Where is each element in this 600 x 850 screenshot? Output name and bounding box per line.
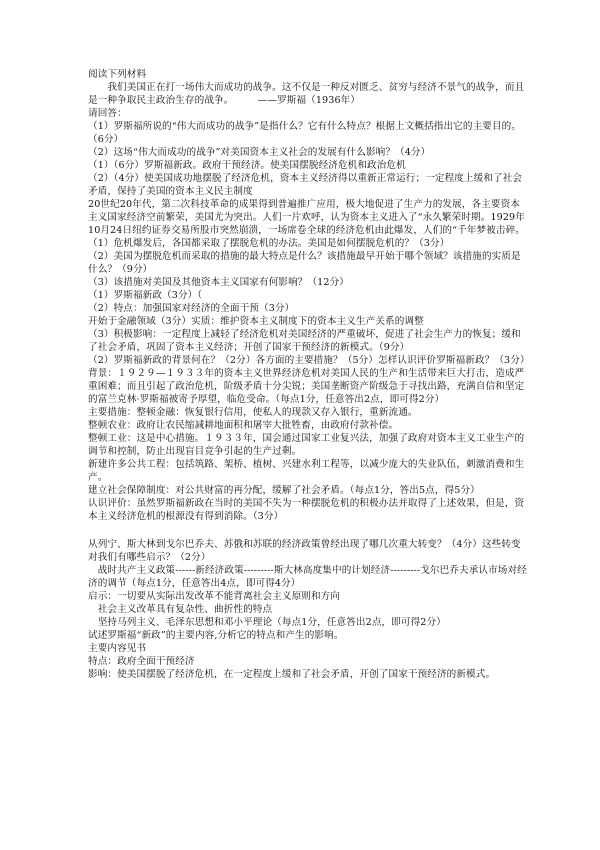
question-item: （2）罗斯福新政的背景何在？（2分）各方面的主要措施？（5分）怎样认识评价罗斯福新政？（3分） [88, 355, 530, 366]
answer-evaluation: 认识评价：虽然罗斯福新政在当时的美国不失为一种摆脱危机的积极办法并取得了上述效果，但是，资本主义经济危机的根源没有得到消除。（3分） [88, 498, 525, 522]
question-item: 试述罗斯福“新政”的主要内容,分析它的特点和产生的影响。 [88, 630, 344, 641]
question-prompt: 请回答： [88, 108, 127, 119]
question-1: （1）罗斯福所说的“伟大而成功的战争”是指什么？它有什么特点？根据上文概括指出它的主要目的。（6分） [88, 121, 522, 145]
section-heading: 阅读下列材料 [88, 69, 147, 80]
answer-item: （3）积极影响：一定程度上减轻了经济危机对美国经济的严重破坏，促进了社会生产力的恢复；缓和了社会矛盾，巩固了资本主义经济；开创了国家干预经济的新模式。（9分） [88, 329, 521, 353]
paragraph-gap [88, 523, 528, 538]
answer-item: （1）罗斯福新政（3分）（ [88, 290, 203, 301]
answer-item: （2）特点：加强国家对经济的全面干预（3分） [88, 303, 295, 314]
question-item: （2）美国为摆脱危机而采取的措施的最大特点是什么？该措施最早开始于哪个领域？该措施的实质是什么？（9分） [88, 251, 521, 275]
answer-item: 主要内容见书 [88, 643, 147, 654]
answer-measure: 主要措施：整顿金融：恢复银行信用，使私人的现款又存入银行，重新流通。 [88, 407, 418, 418]
answer-item: 战时共产主义政策------新经济政策---------斯大林高度集中的计划经济---------戈尔巴乔夫承认市场对经济的调节（每点1分，任意答出4点，即可得4分） [88, 565, 527, 589]
answer-item: 启示：一切要从实际出发改革不能背离社会主义原则和方向 [88, 591, 341, 602]
answer-item: 开始于金融领域（3分）实质：维护资本主义制度下的资本主义生产关系的调整 [88, 316, 424, 327]
answer-background: 背景：１９２９—１９３３年的资本主义世界经济危机对美国人民的生产和生活带来巨大打击，造成严重困难；而且引起了政治危机，阶级矛盾十分尖锐；美国垄断资产阶级急于寻找出路，充满自信和坚定的富兰克林·罗斯福被寄予厚望，临危受命。（每点1分，任意答出2点，即可得2分） [88, 368, 525, 405]
answer-item: 社会主义改革具有复杂性、曲折性的特点 [88, 604, 273, 615]
answer-measure: 新建许多公共工程：包括筑路、架桥、植树、兴建水利工程等，以减少庞大的失业队伍，刺激消费和生产。 [88, 459, 525, 483]
answer-item: 坚持马列主义、毛泽东思想和邓小平理论（每点1分，任意答出2点，即可得2分） [88, 617, 446, 628]
question-2: （2）这场“伟大而成功的战争”对美国资本主义社会的发展有什么影响？（4分） [88, 147, 431, 158]
question-item: 从列宁、斯大林到戈尔巴乔夫、苏俄和苏联的经济政策曾经出现了哪几次重大转变？（4分）这些转变对我们有哪些启示？（2分） [88, 539, 521, 563]
document-body [88, 68, 528, 681]
answer-item: 特点：政府全面干预经济 [88, 656, 195, 667]
answer-measure: 整顿农业：政府让农民缩减耕地面积和屠宰大批牲畜，由政府付款补偿。 [88, 420, 399, 431]
answer-item: 影响：使美国摆脱了经济危机，在一定程度上缓和了社会矛盾，开创了国家干预经济的新模式。 [88, 669, 496, 680]
question-item: （1）危机爆发后，各国都采取了摆脱危机的办法。美国是如何摆脱危机的？（3分） [88, 238, 450, 249]
answer-measure: 整顿工业：这是中心措施。１９３３年，国会通过国家工业复兴法，加强了政府对资本主义工业生产的调节和控制，防止出现盲目竞争引起的生产过剩。 [88, 433, 525, 457]
answer-measure: 建立社会保障制度：对公共财富的再分配，缓解了社会矛盾。（每点1分，答出5点，得5分） [88, 485, 480, 496]
answer-2: （2）（4分）使美国成功地摆脱了经济危机，资本主义经济得以重新正常运行；一定程度上缓和了社会矛盾，保持了美国的资本主义民主制度 [88, 173, 523, 197]
answer-1: （1）（6分）罗斯福新政。政府干预经济。使美国摆脱经济危机和政治危机 [88, 160, 406, 171]
question-item: （3）该措施对美国及其他资本主义国家有何影响？（12分） [88, 277, 349, 288]
material-paragraph: 20世纪20年代，第二次科技革命的成果得到普遍推广应用，极大地促进了生产力的发展，各主要资本主义国家经济空前繁荣，美国尤为突出。人们一片欢呼，认为资本主义进入了“永久繁荣时期。1929年10月24日纽约证券交易所股市突然崩溃，一场席卷全球的经济危机由此爆发，人们的“千年梦被击碎。 [88, 199, 525, 236]
quote-paragraph: 我们美国正在打一场伟大而成功的战争。这不仅是一种反对匮乏、贫穷与经济不景气的战争，而且是一种争取民主政治生存的战争。 ——罗斯福（1936年） [88, 82, 525, 106]
